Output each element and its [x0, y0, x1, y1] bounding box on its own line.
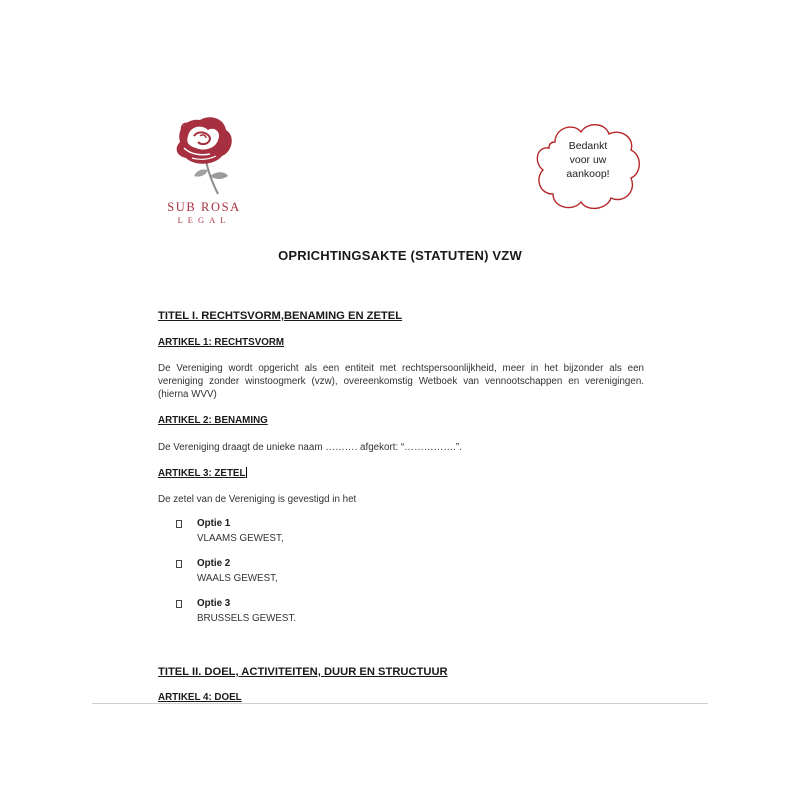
thanks-line-1: Bedankt	[568, 140, 608, 152]
text-cursor	[246, 467, 247, 478]
option-value: VLAAMS GEWEST,	[197, 533, 284, 544]
rose-icon	[166, 112, 242, 198]
artikel-3-text: De zetel van de Vereniging is gevestigd in het	[158, 494, 357, 505]
option-value: WAALS GEWEST,	[197, 573, 278, 584]
bullet-box-icon	[176, 520, 182, 528]
page-bottom-edge	[92, 703, 708, 704]
bullet-box-icon	[176, 600, 182, 608]
option-label: Optie 2	[197, 558, 231, 569]
thanks-line-3: aankoop!	[566, 168, 610, 180]
sub-rosa-logo	[158, 112, 250, 240]
document-title: OPRICHTINGSAKTE (STATUTEN) VZW	[278, 248, 522, 263]
titel-1-heading: TITEL I. RECHTSVORM,BENAMING EN ZETEL	[158, 310, 403, 322]
artikel-3-heading-wrap	[158, 467, 247, 479]
artikel-2-text: De Vereniging draagt de unieke naam ………. afgekort: “…………….”.	[158, 442, 462, 453]
thanks-text	[553, 139, 623, 181]
logo-name: SUB ROSA	[167, 200, 241, 214]
option-label: Optie 3	[197, 598, 231, 609]
artikel-4-clip	[158, 692, 242, 703]
option-value: BRUSSELS GEWEST.	[197, 613, 297, 624]
option-label: Optie 1	[197, 518, 231, 529]
logo-subtitle: LEGAL	[177, 215, 231, 225]
artikel-1-text: De Vereniging wordt opgericht als een entiteit met rechtspersoonlijkheid, meer in het bijzonder als een vereniging zonder winstoogmerk (vzw), overeenkomstig Wetboek van vennootschappen en verenigingen. (hierna WVV)	[158, 363, 644, 400]
thanks-line-2: voor uw	[569, 154, 607, 166]
bullet-box-icon	[176, 560, 182, 568]
artikel-4-heading: ARTIKEL 4: DOEL	[158, 692, 242, 703]
artikel-3-heading: ARTIKEL 3: ZETEL	[158, 468, 246, 479]
artikel-2-heading: ARTIKEL 2: BENAMING	[158, 415, 268, 426]
thanks-bubble	[533, 120, 643, 210]
artikel-1-heading: ARTIKEL 1: RECHTSVORM	[158, 337, 285, 348]
titel-2-heading: TITEL II. DOEL, ACTIVITEITEN, DUUR EN STRUCTUUR	[158, 666, 448, 678]
